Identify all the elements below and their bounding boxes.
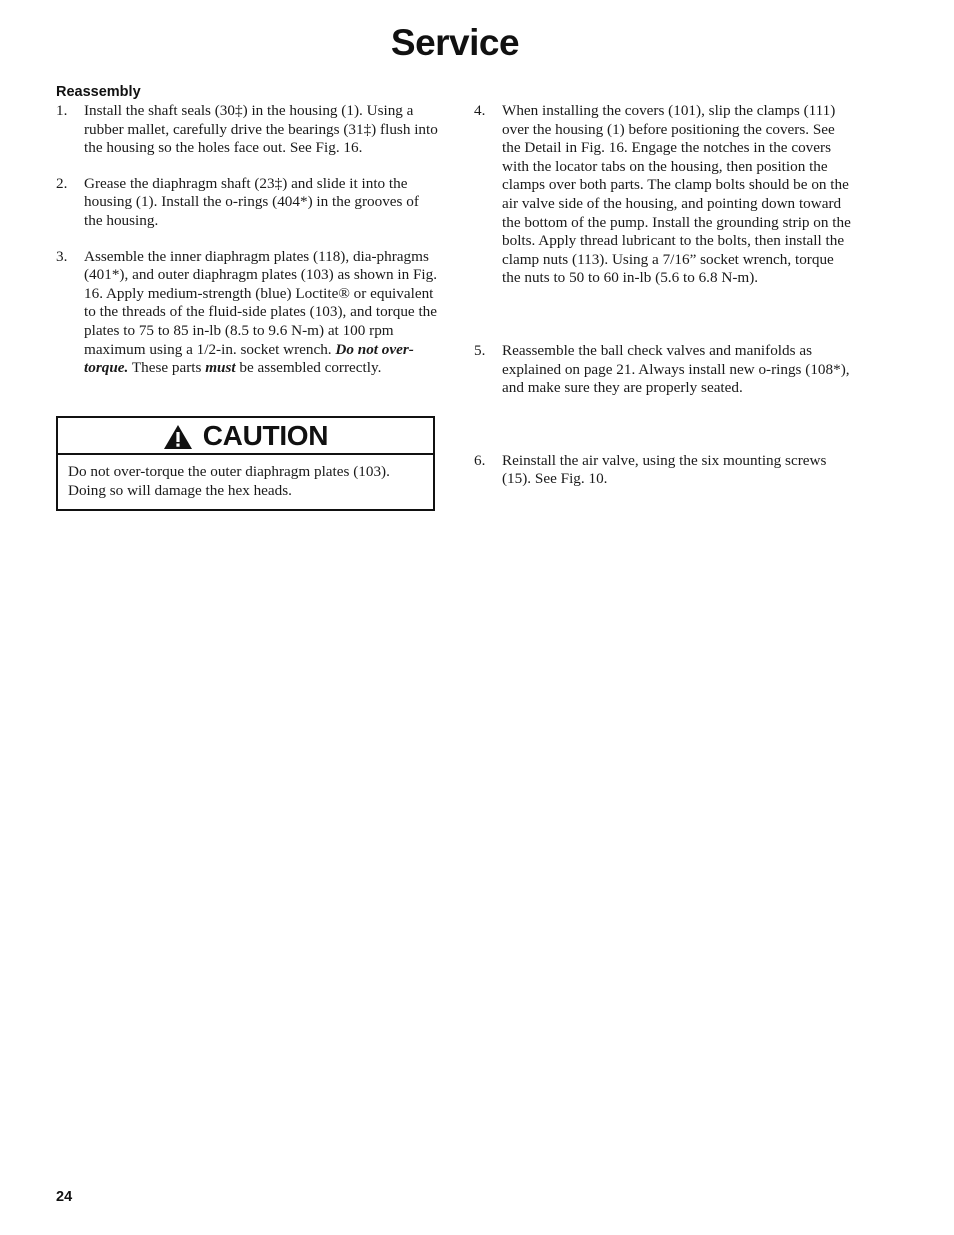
step-number: 5. (474, 341, 486, 359)
step-text: be assembled correctly. (235, 359, 382, 377)
step-text: Grease the diaphragm shaft (23‡) and slide it into the housing (1). Install the o-rings (404*) in the grooves of the housing. (84, 174, 419, 229)
step-number: 2. (56, 174, 68, 192)
caution-header (58, 418, 433, 455)
emphasis-do-not-over-torque: Do not over-torque. (84, 340, 414, 377)
emphasis-must: must (205, 359, 236, 377)
section-heading: Reassembly (56, 84, 141, 100)
step-text: These parts (128, 359, 206, 377)
page-number: 24 (56, 1189, 73, 1205)
right-column (474, 102, 854, 489)
step-text: Reassemble the ball check valves and manifolds as explained on page 21. Always install new o-rings (108*), and make sure they are properly seated. (502, 341, 850, 397)
caution-text: Do not over-torque the outer diaphragm plates (103). Doing so will damage the hex heads. (68, 463, 390, 499)
step-number: 3. (56, 247, 68, 265)
step-number: 4. (474, 102, 486, 119)
step-5 (474, 342, 854, 398)
step-text: Assemble the inner diaphragm plates (118), dia-phragms (401*), and outer diaphragm plates (103) as shown in Fig. 16. Apply medium-strength (blue) Loctite® or equivalent to the threads of the fluid-side plates (103), and torque the plates to 75 to 85 in-lb (8.5 to 9.6 N-m) at 100 rpm maximum using a 1/2-in. socket wrench. (84, 247, 438, 358)
step-text: When installing the covers (101), slip the clamps (111) over the housing (1) before positioning the covers. See the Detail in Fig. 16. Engage the notches in the covers with the locator tabs on the housing, then position the clamps over both parts. The clamp bolts should be on the air valve side of the housing, and pointing down toward the bottom of the pump. Install the grounding strip on the bolts. Apply thread lubricant to the bolts, then install the clamp nuts (113). Using a 7/16” socket wrench, torque the nuts to 50 to 60 in-lb (5.6 to 6.8 N-m). (502, 102, 851, 287)
step-3 (56, 248, 438, 378)
step-number: 6. (474, 451, 486, 469)
step-text: Install the shaft seals (30‡) in the housing (1). Using a rubber mallet, carefully drive the bearings (31‡) flush into the housing so the holes face out. See Fig. 16. (84, 102, 438, 157)
step-1 (56, 102, 438, 158)
step-6 (474, 452, 854, 489)
caution-box (56, 416, 435, 511)
caution-label: CAUTION (202, 419, 329, 451)
page-title: Service (390, 22, 520, 63)
step-4 (474, 102, 854, 288)
step-2 (56, 175, 438, 231)
left-column (56, 102, 438, 378)
warning-triangle-icon (163, 424, 193, 450)
step-number: 1. (56, 102, 68, 119)
step-text: Reinstall the air valve, using the six mounting screws (15). See Fig. 10. (502, 451, 827, 488)
